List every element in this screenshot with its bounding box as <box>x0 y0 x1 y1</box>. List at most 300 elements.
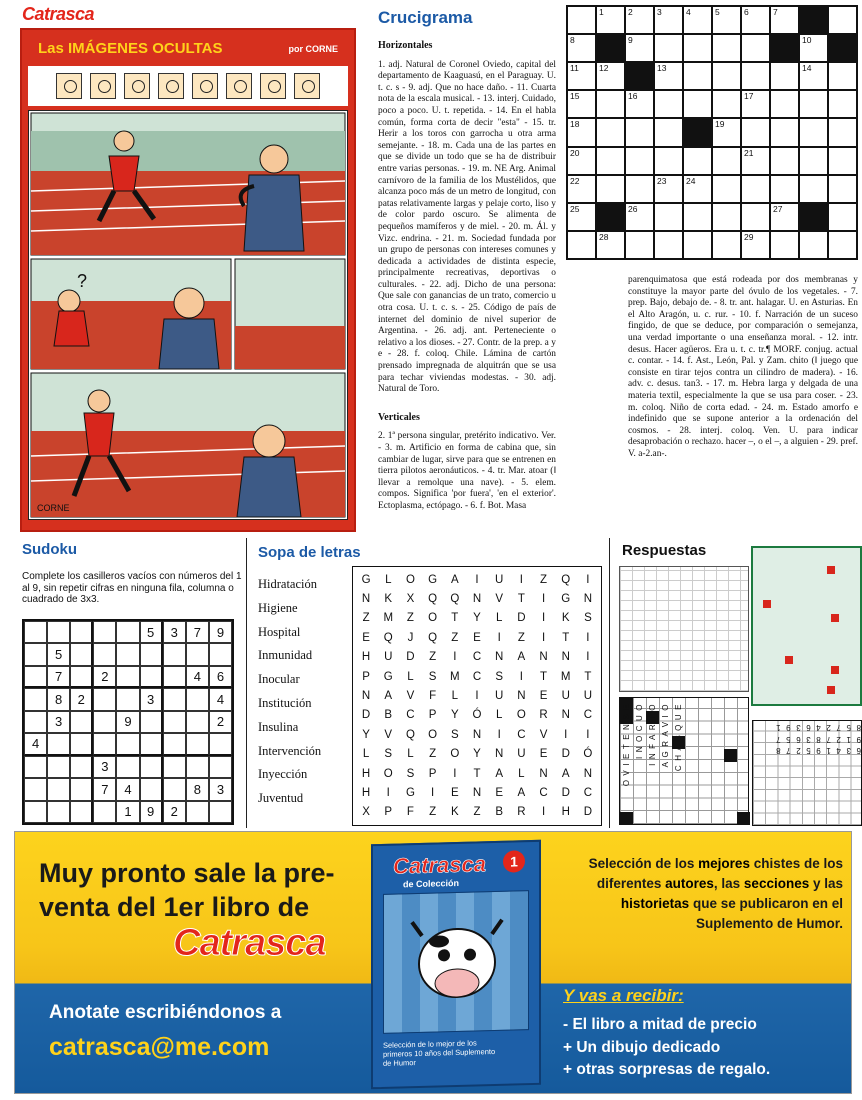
sudoku-cell[interactable] <box>186 688 209 710</box>
crossword-cell[interactable] <box>567 6 596 34</box>
crossword-cell[interactable] <box>625 34 654 62</box>
sudoku-cell[interactable] <box>93 643 116 665</box>
sudoku-cell[interactable] <box>116 756 139 778</box>
sudoku-cell[interactable] <box>70 733 93 755</box>
wordsearch-letter[interactable]: M <box>450 670 460 683</box>
sudoku-cell[interactable]: 1 <box>116 801 139 823</box>
wordsearch-letter[interactable]: B <box>495 806 503 819</box>
wordsearch-letter[interactable]: Q <box>383 631 393 644</box>
crossword-cell[interactable] <box>712 203 741 231</box>
crossword-cell[interactable] <box>625 203 654 231</box>
wordsearch-letter[interactable]: I <box>586 631 590 644</box>
wordsearch-letter[interactable]: E <box>450 786 459 799</box>
sudoku-cell[interactable]: 8 <box>186 778 209 800</box>
sudoku-cell[interactable] <box>70 801 93 823</box>
sudoku-cell[interactable] <box>140 778 163 800</box>
wordsearch-letter[interactable]: S <box>384 748 393 761</box>
wordsearch-letter[interactable]: L <box>407 670 414 683</box>
wordsearch-letter[interactable]: Q <box>405 728 415 741</box>
sudoku-cell[interactable] <box>47 801 70 823</box>
sudoku-cell[interactable] <box>116 621 139 643</box>
wordsearch-letter[interactable]: L <box>385 573 392 586</box>
wordsearch-letter[interactable]: M <box>560 670 571 683</box>
sudoku-cell[interactable] <box>163 756 186 778</box>
sudoku-cell[interactable] <box>209 733 232 755</box>
crossword-cell[interactable] <box>683 34 712 62</box>
crossword-cell[interactable] <box>654 62 683 90</box>
crossword-cell[interactable] <box>625 175 654 203</box>
wordsearch-letter[interactable]: O <box>428 728 438 741</box>
wordsearch-letter[interactable]: Y <box>473 748 481 761</box>
wordsearch-letter[interactable]: U <box>561 689 570 702</box>
sudoku-cell[interactable]: 3 <box>140 688 163 710</box>
wordsearch-letter[interactable]: D <box>561 786 570 799</box>
wordsearch-letter[interactable]: U <box>384 651 393 664</box>
crossword-cell[interactable] <box>741 175 770 203</box>
wordsearch-letter[interactable]: I <box>453 651 457 664</box>
sudoku-cell[interactable]: 2 <box>93 666 116 688</box>
crossword-cell[interactable] <box>770 147 799 175</box>
sudoku-cell[interactable] <box>140 666 163 688</box>
crossword-cell[interactable] <box>654 34 683 62</box>
crossword-cell[interactable] <box>828 175 857 203</box>
wordsearch-letter[interactable]: L <box>495 612 503 625</box>
sudoku-cell[interactable]: 9 <box>140 801 163 823</box>
sudoku-cell[interactable] <box>186 733 209 755</box>
crossword-cell[interactable] <box>741 62 770 90</box>
wordsearch-letter[interactable]: Q <box>428 593 438 606</box>
wordsearch-letter[interactable]: L <box>495 709 503 722</box>
crossword-cell[interactable] <box>770 90 799 118</box>
sudoku-cell[interactable] <box>186 643 209 665</box>
crossword-cell[interactable] <box>828 231 857 259</box>
wordsearch-letter[interactable]: I <box>586 728 590 741</box>
crossword-cell[interactable] <box>799 90 828 118</box>
sudoku-cell[interactable] <box>24 711 47 733</box>
wordsearch-letter[interactable]: Q <box>561 573 571 586</box>
wordsearch-letter[interactable]: A <box>384 689 393 702</box>
sudoku-cell[interactable] <box>93 801 116 823</box>
wordsearch-letter[interactable]: E <box>539 689 548 702</box>
sudoku-cell[interactable]: 6 <box>209 666 232 688</box>
wordsearch-letter[interactable]: N <box>472 593 482 606</box>
wordsearch-letter[interactable]: V <box>406 689 415 702</box>
crossword-cell[interactable] <box>654 118 683 146</box>
wordsearch-letter[interactable]: E <box>495 786 503 799</box>
crossword-cell[interactable] <box>712 231 741 259</box>
crossword-cell[interactable] <box>625 118 654 146</box>
wordsearch-letter[interactable]: Z <box>429 651 437 664</box>
wordsearch-letter[interactable]: N <box>583 593 593 606</box>
wordsearch-letter[interactable]: D <box>361 709 371 722</box>
wordsearch-letter[interactable]: I <box>453 767 457 780</box>
crossword-cell[interactable] <box>770 62 799 90</box>
wordsearch-letter[interactable]: A <box>561 767 570 780</box>
wordsearch-letter[interactable]: I <box>541 631 546 644</box>
sudoku-cell[interactable] <box>186 756 209 778</box>
wordsearch-letter[interactable]: V <box>384 728 393 741</box>
crossword-cell[interactable] <box>799 118 828 146</box>
wordsearch-letter[interactable]: T <box>562 631 570 644</box>
wordsearch-letter[interactable]: Ó <box>472 709 482 722</box>
wordsearch-letter[interactable]: P <box>384 806 393 819</box>
wordsearch-letter[interactable]: L <box>362 748 370 761</box>
wordsearch-letter[interactable]: Y <box>362 728 370 741</box>
wordsearch-letter[interactable]: G <box>361 573 371 586</box>
crossword-grid[interactable] <box>566 5 858 260</box>
wordsearch-letter[interactable]: N <box>495 651 504 664</box>
wordsearch-letter[interactable]: I <box>541 612 546 625</box>
crossword-cell[interactable] <box>741 203 770 231</box>
crossword-cell[interactable] <box>770 175 799 203</box>
wordsearch-letter[interactable]: I <box>586 573 590 586</box>
sudoku-cell[interactable] <box>24 756 47 778</box>
crossword-cell[interactable] <box>596 90 625 118</box>
sudoku-grid[interactable] <box>22 619 234 825</box>
crossword-cell[interactable] <box>712 90 741 118</box>
sudoku-cell[interactable] <box>163 643 186 665</box>
wordsearch-letter[interactable]: N <box>517 689 526 702</box>
wordsearch-letter[interactable]: S <box>584 612 592 625</box>
sudoku-cell[interactable] <box>24 688 47 710</box>
sudoku-cell[interactable] <box>140 733 163 755</box>
wordsearch-letter[interactable]: Z <box>517 631 525 644</box>
sudoku-cell[interactable] <box>140 756 163 778</box>
wordsearch-letter[interactable]: C <box>406 709 415 722</box>
crossword-cell[interactable] <box>799 231 828 259</box>
wordsearch-letter[interactable]: I <box>497 631 501 644</box>
wordsearch-letter[interactable]: H <box>361 767 371 780</box>
wordsearch-letter[interactable]: T <box>473 767 481 780</box>
crossword-cell[interactable] <box>741 231 770 259</box>
sudoku-cell[interactable]: 3 <box>47 711 70 733</box>
wordsearch-letter[interactable]: O <box>516 709 526 722</box>
wordsearch-letter[interactable]: Z <box>473 806 481 819</box>
crossword-cell[interactable] <box>567 118 596 146</box>
wordsearch-letter[interactable]: C <box>539 786 548 799</box>
wordsearch-letter[interactable]: E <box>473 631 481 644</box>
sudoku-cell[interactable] <box>47 733 70 755</box>
wordsearch-letter[interactable]: P <box>428 709 437 722</box>
wordsearch-letter[interactable]: A <box>517 651 526 664</box>
wordsearch-letter[interactable]: N <box>561 709 570 722</box>
crossword-cell[interactable] <box>683 90 712 118</box>
sudoku-cell[interactable]: 3 <box>209 778 232 800</box>
wordsearch-letter[interactable]: N <box>539 767 548 780</box>
wordsearch-letter[interactable]: N <box>361 689 371 702</box>
crossword-cell[interactable] <box>712 175 741 203</box>
wordsearch-letter[interactable]: P <box>428 767 437 780</box>
wordsearch-letter[interactable]: G <box>428 573 438 586</box>
sudoku-cell[interactable] <box>209 801 232 823</box>
wordsearch-letter[interactable]: I <box>497 728 501 741</box>
ad-email-link[interactable]: catrasca@me.com <box>49 1033 270 1061</box>
wordsearch-letter[interactable]: S <box>495 670 503 683</box>
crossword-cell[interactable] <box>799 34 828 62</box>
sudoku-cell[interactable] <box>163 733 186 755</box>
crossword-cell[interactable] <box>567 90 596 118</box>
sudoku-cell[interactable]: 4 <box>186 666 209 688</box>
wordsearch-letter[interactable]: T <box>517 593 525 606</box>
crossword-cell[interactable] <box>770 203 799 231</box>
crossword-cell[interactable] <box>567 175 596 203</box>
wordsearch-letter[interactable]: E <box>539 748 548 761</box>
sudoku-cell[interactable] <box>163 688 186 710</box>
sudoku-cell[interactable]: 2 <box>209 711 232 733</box>
wordsearch-grid[interactable] <box>352 566 602 826</box>
wordsearch-letter[interactable]: G <box>383 670 393 683</box>
crossword-cell[interactable] <box>683 203 712 231</box>
crossword-cell[interactable] <box>712 147 741 175</box>
wordsearch-letter[interactable]: Q <box>428 631 438 644</box>
sudoku-cell[interactable] <box>24 666 47 688</box>
crossword-cell[interactable] <box>712 118 741 146</box>
crossword-cell[interactable] <box>654 175 683 203</box>
wordsearch-letter[interactable]: H <box>361 651 371 664</box>
sudoku-cell[interactable] <box>24 778 47 800</box>
crossword-cell[interactable] <box>828 203 857 231</box>
sudoku-cell[interactable] <box>70 778 93 800</box>
wordsearch-letter[interactable]: K <box>450 806 459 819</box>
sudoku-cell[interactable] <box>93 733 116 755</box>
wordsearch-letter[interactable]: D <box>583 806 593 819</box>
crossword-cell[interactable] <box>828 118 857 146</box>
wordsearch-letter[interactable]: Z <box>429 806 437 819</box>
sudoku-cell[interactable]: 7 <box>186 621 209 643</box>
sudoku-cell[interactable] <box>209 643 232 665</box>
crossword-cell[interactable] <box>741 34 770 62</box>
sudoku-cell[interactable]: 4 <box>209 688 232 710</box>
crossword-cell[interactable] <box>683 62 712 90</box>
wordsearch-letter[interactable]: A <box>495 767 503 780</box>
wordsearch-letter[interactable]: R <box>539 709 548 722</box>
wordsearch-letter[interactable]: Q <box>450 593 460 606</box>
wordsearch-letter[interactable]: P <box>362 670 370 683</box>
crossword-cell[interactable] <box>567 203 596 231</box>
wordsearch-letter[interactable]: I <box>386 786 390 799</box>
wordsearch-letter[interactable]: N <box>472 786 482 799</box>
crossword-cell[interactable] <box>828 62 857 90</box>
crossword-cell[interactable] <box>683 231 712 259</box>
sudoku-cell[interactable] <box>70 643 93 665</box>
wordsearch-letter[interactable]: I <box>541 593 546 606</box>
crossword-cell[interactable] <box>596 62 625 90</box>
wordsearch-letter[interactable]: I <box>475 689 479 702</box>
sudoku-cell[interactable]: 9 <box>209 621 232 643</box>
sudoku-cell[interactable] <box>24 621 47 643</box>
crossword-cell[interactable] <box>828 6 857 34</box>
wordsearch-letter[interactable]: F <box>429 689 437 702</box>
wordsearch-letter[interactable]: O <box>405 573 415 586</box>
crossword-cell[interactable] <box>567 147 596 175</box>
wordsearch-letter[interactable]: T <box>451 612 459 625</box>
sudoku-cell[interactable]: 2 <box>163 801 186 823</box>
crossword-cell[interactable] <box>683 175 712 203</box>
wordsearch-letter[interactable]: N <box>561 651 570 664</box>
wordsearch-letter[interactable]: N <box>583 767 593 780</box>
sudoku-cell[interactable] <box>70 621 93 643</box>
crossword-cell[interactable] <box>654 203 683 231</box>
crossword-cell[interactable] <box>596 231 625 259</box>
sudoku-cell[interactable] <box>47 756 70 778</box>
wordsearch-letter[interactable]: I <box>541 806 546 819</box>
wordsearch-letter[interactable]: R <box>517 806 526 819</box>
wordsearch-letter[interactable]: E <box>362 631 370 644</box>
wordsearch-letter[interactable]: U <box>495 573 504 586</box>
sudoku-cell[interactable] <box>70 711 93 733</box>
wordsearch-letter[interactable]: K <box>561 612 570 625</box>
wordsearch-letter[interactable]: C <box>472 651 482 664</box>
crossword-cell[interactable] <box>596 118 625 146</box>
sudoku-cell[interactable] <box>186 711 209 733</box>
wordsearch-letter[interactable]: Ó <box>583 748 593 761</box>
sudoku-cell[interactable]: 3 <box>93 756 116 778</box>
crossword-cell[interactable] <box>596 6 625 34</box>
wordsearch-letter[interactable]: I <box>519 573 523 586</box>
crossword-cell[interactable] <box>741 118 770 146</box>
sudoku-cell[interactable] <box>47 778 70 800</box>
wordsearch-letter[interactable]: I <box>431 786 435 799</box>
sudoku-cell[interactable]: 5 <box>140 621 163 643</box>
sudoku-cell[interactable] <box>116 643 139 665</box>
sudoku-cell[interactable] <box>116 733 139 755</box>
sudoku-cell[interactable] <box>163 666 186 688</box>
crossword-cell[interactable] <box>770 231 799 259</box>
sudoku-cell[interactable] <box>24 643 47 665</box>
sudoku-cell[interactable] <box>116 666 139 688</box>
sudoku-cell[interactable] <box>93 621 116 643</box>
wordsearch-letter[interactable]: O <box>383 767 393 780</box>
wordsearch-letter[interactable]: O <box>450 748 460 761</box>
wordsearch-letter[interactable]: C <box>583 709 593 722</box>
crossword-cell[interactable] <box>654 147 683 175</box>
crossword-cell[interactable] <box>799 147 828 175</box>
crossword-cell[interactable] <box>683 147 712 175</box>
wordsearch-letter[interactable]: V <box>495 593 503 606</box>
wordsearch-letter[interactable]: M <box>383 612 394 625</box>
crossword-cell[interactable] <box>654 90 683 118</box>
crossword-cell[interactable] <box>799 62 828 90</box>
crossword-cell[interactable] <box>741 147 770 175</box>
crossword-cell[interactable] <box>741 90 770 118</box>
sudoku-cell[interactable] <box>116 688 139 710</box>
wordsearch-letter[interactable]: D <box>561 748 570 761</box>
wordsearch-letter[interactable]: S <box>450 728 459 741</box>
sudoku-cell[interactable]: 4 <box>116 778 139 800</box>
crossword-cell[interactable] <box>712 6 741 34</box>
crossword-cell[interactable] <box>712 62 741 90</box>
sudoku-cell[interactable]: 9 <box>116 711 139 733</box>
book-presale-banner[interactable] <box>14 831 852 1094</box>
sudoku-cell[interactable] <box>186 801 209 823</box>
crossword-cell[interactable] <box>596 175 625 203</box>
sudoku-cell[interactable]: 2 <box>70 688 93 710</box>
wordsearch-letter[interactable]: I <box>475 573 479 586</box>
sudoku-cell[interactable] <box>163 711 186 733</box>
crossword-cell[interactable] <box>799 175 828 203</box>
wordsearch-letter[interactable]: N <box>495 748 504 761</box>
sudoku-cell[interactable]: 7 <box>93 778 116 800</box>
wordsearch-letter[interactable]: Z <box>362 612 370 625</box>
wordsearch-letter[interactable]: Z <box>540 573 548 586</box>
crossword-cell[interactable] <box>625 147 654 175</box>
sudoku-cell[interactable] <box>140 643 163 665</box>
wordsearch-letter[interactable]: B <box>384 709 393 722</box>
wordsearch-letter[interactable]: Y <box>473 612 481 625</box>
crossword-cell[interactable] <box>828 147 857 175</box>
sudoku-cell[interactable]: 5 <box>47 643 70 665</box>
sudoku-cell[interactable] <box>24 801 47 823</box>
wordsearch-letter[interactable]: O <box>428 612 438 625</box>
wordsearch-letter[interactable]: D <box>517 612 526 625</box>
crossword-cell[interactable] <box>625 90 654 118</box>
wordsearch-letter[interactable]: C <box>517 728 526 741</box>
sudoku-cell[interactable] <box>140 711 163 733</box>
wordsearch-letter[interactable]: C <box>472 670 482 683</box>
crossword-cell[interactable] <box>828 90 857 118</box>
sudoku-cell[interactable] <box>209 756 232 778</box>
crossword-cell[interactable] <box>741 6 770 34</box>
wordsearch-letter[interactable]: X <box>406 593 415 606</box>
crossword-cell[interactable] <box>654 6 683 34</box>
crossword-cell[interactable] <box>625 6 654 34</box>
sudoku-cell[interactable]: 4 <box>24 733 47 755</box>
wordsearch-letter[interactable]: A <box>517 786 526 799</box>
wordsearch-letter[interactable]: Z <box>429 748 437 761</box>
wordsearch-letter[interactable]: V <box>539 728 548 741</box>
wordsearch-letter[interactable]: S <box>406 767 415 780</box>
wordsearch-letter[interactable]: S <box>428 670 437 683</box>
sudoku-cell[interactable] <box>93 711 116 733</box>
wordsearch-letter[interactable]: Z <box>406 612 414 625</box>
wordsearch-letter[interactable]: U <box>517 748 526 761</box>
wordsearch-letter[interactable]: T <box>540 670 548 683</box>
crossword-cell[interactable] <box>567 62 596 90</box>
crossword-cell[interactable] <box>625 231 654 259</box>
wordsearch-letter[interactable]: J <box>407 631 414 644</box>
wordsearch-letter[interactable]: I <box>519 670 523 683</box>
wordsearch-letter[interactable]: T <box>584 670 592 683</box>
wordsearch-letter[interactable]: N <box>539 651 548 664</box>
sudoku-cell[interactable] <box>47 621 70 643</box>
wordsearch-letter[interactable]: U <box>583 689 593 702</box>
crossword-cell[interactable] <box>712 34 741 62</box>
sudoku-cell[interactable] <box>70 756 93 778</box>
wordsearch-letter[interactable]: Z <box>451 631 459 644</box>
wordsearch-letter[interactable]: N <box>361 593 371 606</box>
wordsearch-letter[interactable]: H <box>361 786 371 799</box>
wordsearch-letter[interactable]: G <box>405 786 415 799</box>
crossword-cell[interactable] <box>683 6 712 34</box>
sudoku-cell[interactable]: 8 <box>47 688 70 710</box>
wordsearch-letter[interactable]: G <box>561 593 571 606</box>
wordsearch-letter[interactable]: L <box>518 767 525 780</box>
crossword-cell[interactable] <box>596 147 625 175</box>
wordsearch-letter[interactable]: I <box>564 728 568 741</box>
crossword-cell[interactable] <box>654 231 683 259</box>
wordsearch-letter[interactable]: C <box>583 786 593 799</box>
crossword-cell[interactable] <box>567 231 596 259</box>
wordsearch-letter[interactable]: L <box>451 689 459 702</box>
wordsearch-letter[interactable]: U <box>495 689 504 702</box>
wordsearch-letter[interactable]: X <box>362 806 370 819</box>
wordsearch-letter[interactable]: H <box>561 806 570 819</box>
wordsearch-letter[interactable]: K <box>384 593 393 606</box>
sudoku-cell[interactable]: 3 <box>163 621 186 643</box>
crossword-cell[interactable] <box>567 34 596 62</box>
sudoku-cell[interactable] <box>70 666 93 688</box>
crossword-cell[interactable] <box>770 6 799 34</box>
